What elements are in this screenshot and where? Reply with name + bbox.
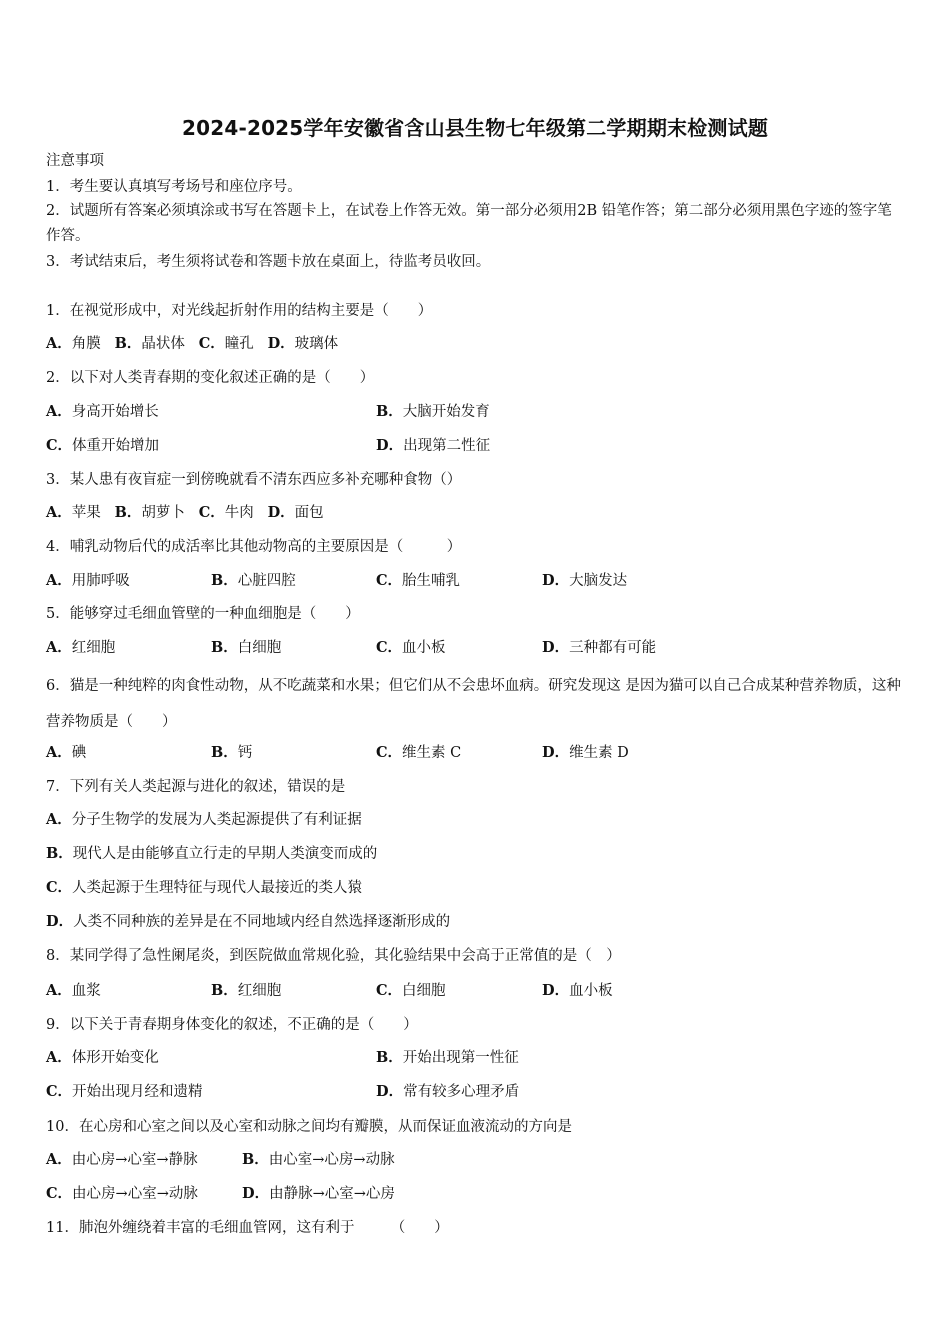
question-9-option-c: C．开始出现月经和遗精 [46, 1083, 203, 1100]
question-6-option-c: C．维生素 C [376, 744, 462, 761]
question-1-stem: 1．在视觉形成中，对光线起折射作用的结构主要是（ ） [46, 303, 433, 319]
question-6-option-b: B．钙 [211, 744, 253, 761]
question-2-option-d: D．出现第二性征 [376, 437, 491, 454]
question-10-option-b: B．由心室→心房→动脉 [242, 1151, 395, 1168]
question-2-stem: 2．以下对人类青春期的变化叙述正确的是（ ） [46, 370, 375, 386]
question-7-stem: 7．下列有关人类起源与进化的叙述，错误的是 [46, 779, 346, 795]
question-4-stem: 4．哺乳动物后代的成活率比其他动物高的主要原因是（ ） [46, 539, 462, 555]
question-8-option-d: D．血小板 [542, 982, 613, 999]
question-2-option-c: C．体重开始增加 [46, 437, 160, 454]
notice-item-2: 2．试题所有答案必须填涂或书写在答题卡上，在试卷上作答无效。第一部分必须用2B 铅笔作答；第二部分必须用黑色字迹的签字笔作答。 [46, 203, 892, 244]
option-label: D． [267, 335, 295, 352]
option-text: 瞳孔 [224, 336, 254, 352]
notice-item-3: 3．考试结束后，考生须将试卷和答题卡放在桌面上，待监考员收回。 [46, 254, 491, 270]
question-6-stem: 6．猫是一种纯粹的肉食性动物，从不吃蔬菜和水果；但它们从不会患坏血病。研究发现这 是因为猫可以自己合成某种营养物质，这种营养物质是（ ） [46, 678, 901, 730]
question-8-option-a: A．血浆 [46, 982, 101, 999]
question-5-option-b: B．白细胞 [211, 639, 282, 656]
question-9-option-d: D．常有较多心理矛盾 [376, 1083, 520, 1100]
question-2-option-a: A．身高开始增长 [46, 403, 159, 420]
question-4-option-c: C．胎生哺乳 [376, 572, 461, 589]
question-7-option-d: D．人类不同种族的差异是在不同地域内经自然选择逐渐形成的 [46, 913, 451, 930]
question-7-option-c: C．人类起源于生理特征与现代人最接近的类人猿 [46, 879, 363, 896]
question-7-option-b: B．现代人是由能够直立行走的早期人类演变而成的 [46, 845, 378, 862]
question-5-option-d: D．三种都有可能 [542, 639, 657, 656]
option-label: A． [46, 335, 72, 352]
question-4-option-d: D．大脑发达 [542, 572, 628, 589]
question-7-option-a: A．分子生物学的发展为人类起源提供了有利证据 [46, 811, 362, 828]
question-11-stem: 11．肺泡外缠绕着丰富的毛细血管网，这有利于 （ ） [46, 1220, 449, 1236]
option-text: 晶状体 [141, 336, 185, 352]
option-text: 玻璃体 [294, 336, 339, 352]
question-5-stem: 5．能够穿过毛细血管壁的一种血细胞是（ ） [46, 606, 360, 622]
question-8-stem: 8．某同学得了急性阑尾炎，到医院做血常规化验，其化验结果中会高于正常值的是（ ） [46, 948, 621, 964]
question-4-option-a: A．用肺呼吸 [46, 572, 130, 589]
option-label: B． [114, 335, 142, 352]
page-title: 2024-2025学年安徽省含山县生物七年级第二学期期末检测试题 [181, 116, 769, 140]
question-3-options: A．苹果 B．胡萝卜 C．牛肉 D．面包 [46, 504, 324, 521]
question-9-option-a: A．体形开始变化 [46, 1049, 159, 1066]
option-label: C． [198, 335, 225, 352]
question-5-option-c: C．血小板 [376, 639, 446, 656]
notice-heading: 注意事项 [46, 153, 104, 169]
option-text: 角膜 [71, 336, 101, 352]
question-10-stem: 10．在心房和心室之间以及心室和动脉之间均有瓣膜，从而保证血液流动的方向是 [46, 1119, 572, 1135]
question-6-option-d: D．维生素 D [542, 744, 629, 761]
question-8-option-b: B．红细胞 [211, 982, 282, 999]
question-4-option-b: B．心脏四腔 [211, 572, 296, 589]
notice-item-1: 1．考生要认真填写考场号和座位序号。 [46, 179, 302, 195]
question-10-option-d: D．由静脉→心室→心房 [242, 1185, 395, 1202]
question-6-option-a: A．碘 [46, 744, 87, 761]
question-10-option-a: A．由心房→心室→静脉 [46, 1151, 198, 1168]
question-9-stem: 9．以下关于青春期身体变化的叙述，不正确的是（ ） [46, 1017, 418, 1033]
question-10-option-c: C．由心房→心室→动脉 [46, 1185, 198, 1202]
question-2-option-b: B．大脑开始发育 [376, 403, 490, 420]
question-3-stem: 3．某人患有夜盲症一到傍晚就看不清东西应多补充哪种食物（） [46, 472, 462, 488]
question-1-options [46, 335, 338, 353]
question-8-option-c: C．白细胞 [376, 982, 446, 999]
question-9-option-b: B．开始出现第一性征 [376, 1049, 519, 1066]
question-5-option-a: A．红细胞 [46, 639, 116, 656]
